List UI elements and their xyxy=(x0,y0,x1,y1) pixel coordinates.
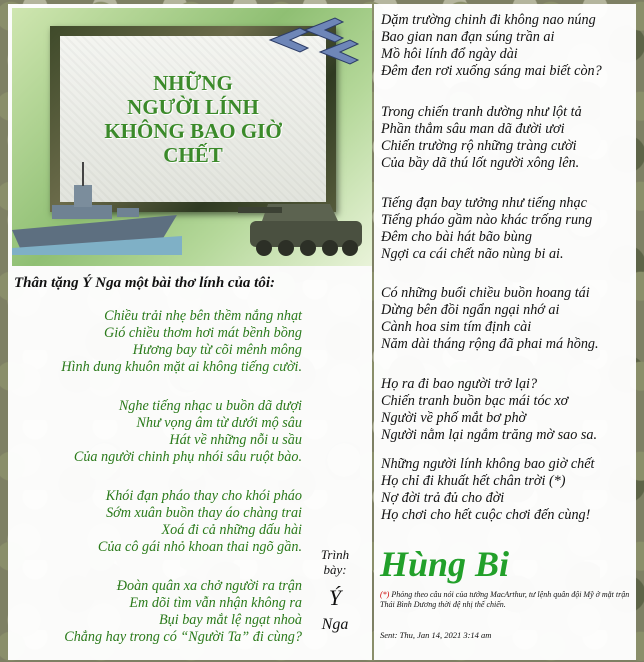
right-stanza-5 xyxy=(381,376,597,444)
title-line: NHỮNG xyxy=(153,71,233,95)
poem-line: Hình dung khuôn mặt ai không tiếng cười. xyxy=(61,359,302,375)
banner-image xyxy=(12,8,372,266)
poem-line: Ngợi ca cái chết não nùng bi ai. xyxy=(381,246,564,262)
left-stanza-3 xyxy=(20,488,302,556)
poem-line: Những người lính không bao giờ chết xyxy=(381,456,595,472)
poem-line: Dừng bên đồi ngẩn ngại nhớ ai xyxy=(381,302,560,318)
poem-line: Khói đạn pháo thay cho khói pháo xyxy=(105,488,302,504)
footnote-mark: (*) xyxy=(380,590,390,599)
tank-icon xyxy=(238,176,372,264)
presenter-signature: Nga xyxy=(321,616,349,633)
title-line: CHẾT xyxy=(163,143,223,167)
poem-line: Người về phố mắt bơ phờ xyxy=(381,410,527,426)
poem-line: Họ ra đi bao người trở lại? xyxy=(381,376,538,392)
presenter-block xyxy=(310,547,360,635)
presenter-label: bày: xyxy=(323,562,347,577)
left-stanza-4 xyxy=(20,578,302,646)
poem-line: Nghe tiếng nhạc u buồn dã dượi xyxy=(118,398,302,414)
title-line: NGƯỜI LÍNH xyxy=(127,95,259,119)
poem-line: Họ chỉ đi khuất hết chân trời (*) xyxy=(381,473,566,489)
author-name: Hùng Bi xyxy=(380,544,510,584)
sent-timestamp: Sent: Thu, Jan 14, 2021 3:14 am xyxy=(380,630,492,640)
poem-line: Dặm trường chinh đi không nao núng xyxy=(381,12,596,28)
poem-line: Gió chiều thơm hơi mát bềnh bồng xyxy=(104,325,302,341)
poem-line: Phần thẳm sâu man dã đười ươi xyxy=(381,121,565,137)
footnote xyxy=(380,590,630,610)
right-stanza-4 xyxy=(381,285,599,353)
poem-line: Của người chinh phụ nhói sâu ruột bào. xyxy=(73,449,302,465)
poem-line: Đoàn quân xa chở người ra trận xyxy=(116,578,302,594)
poem-line: Hát về những nỗi u sầu xyxy=(169,432,302,448)
poem-line: Xoá đi cả những dấu hài xyxy=(161,522,302,538)
poem-line: Mồ hôi lính đổ ngày dài xyxy=(381,46,518,62)
poem-line: Có những buổi chiều buồn hoang tái xyxy=(381,285,590,301)
poem-line: Sớm xuân buồn thay áo chàng trai xyxy=(106,505,302,521)
poem-line: Tiếng đạn bay tưởng như tiếng nhạc xyxy=(381,195,587,211)
fighter-jets-icon xyxy=(260,10,370,70)
presenter-signature: Ý xyxy=(328,585,342,610)
poem-line: Chẳng hay trong có “Người Ta” đi cùng? xyxy=(64,629,302,645)
poem-line: Chiều trải nhẹ bên thềm nắng nhạt xyxy=(104,308,302,324)
poem-line: Trong chiến tranh dường như lột tả xyxy=(381,104,582,120)
right-stanza-6 xyxy=(381,456,594,524)
right-stanza-3 xyxy=(381,195,592,263)
left-stanza-1 xyxy=(20,308,302,376)
poem-line: Cành hoa sim tím định cài xyxy=(381,319,532,335)
poem-line: Chiến trường rộ những tràng cười xyxy=(381,138,577,154)
warship-icon xyxy=(12,160,182,255)
left-stanza-2 xyxy=(20,398,302,466)
poem-line: Hương bay từ cõi mênh mông xyxy=(132,342,302,358)
poem-line: Em dõi tìm vẫn nhận không ra xyxy=(129,595,302,611)
presenter-label: Trình xyxy=(320,547,350,562)
poem-line: Tiếng pháo gầm nào khác trống rung xyxy=(381,212,593,228)
poem-line: Nợ đời trả đủ cho đời xyxy=(381,490,505,506)
poem-line: Họ chơi cho hết cuộc chơi đến cùng! xyxy=(381,507,591,523)
footnote-text: Phỏng theo câu nói của tướng MacArthur, tư lệnh quân đội Mỹ ở mặt trận Thái Bình Dương thời đệ nhị thế chiến. xyxy=(380,590,630,609)
poem-line: Bụi bay mắt lệ ngạt nhoà xyxy=(158,612,302,628)
poem-title xyxy=(104,71,281,167)
poem-line: Như vọng âm từ dưới mộ sâu xyxy=(136,415,302,431)
poem-line: Đêm đen rơi xuống sáng mai biết còn? xyxy=(381,63,602,79)
poem-line: Bao gian nan đạn súng trần ai xyxy=(381,29,555,45)
right-stanza-2 xyxy=(381,104,582,172)
poem-line: Của bầy dã thú lốt người xông lên. xyxy=(381,155,580,171)
dedication-line: Thân tặng Ý Nga một bài thơ lính của tôi: xyxy=(14,275,276,291)
poem-line: Đêm cho bài hát bão bùng xyxy=(381,229,532,245)
title-line: KHÔNG BAO GIỜ xyxy=(104,119,282,143)
poem-line: Của cô gái nhỏ khoan thai ngõ gần. xyxy=(97,539,302,555)
poem-line: Người nằm lại ngắm trăng mờ sao sa. xyxy=(381,427,598,443)
right-stanza-1 xyxy=(381,12,602,80)
poem-line: Năm dài tháng rộng đã phai má hồng. xyxy=(381,336,599,352)
poem-line: Chiến tranh buồn bạc mái tóc xơ xyxy=(381,393,569,409)
